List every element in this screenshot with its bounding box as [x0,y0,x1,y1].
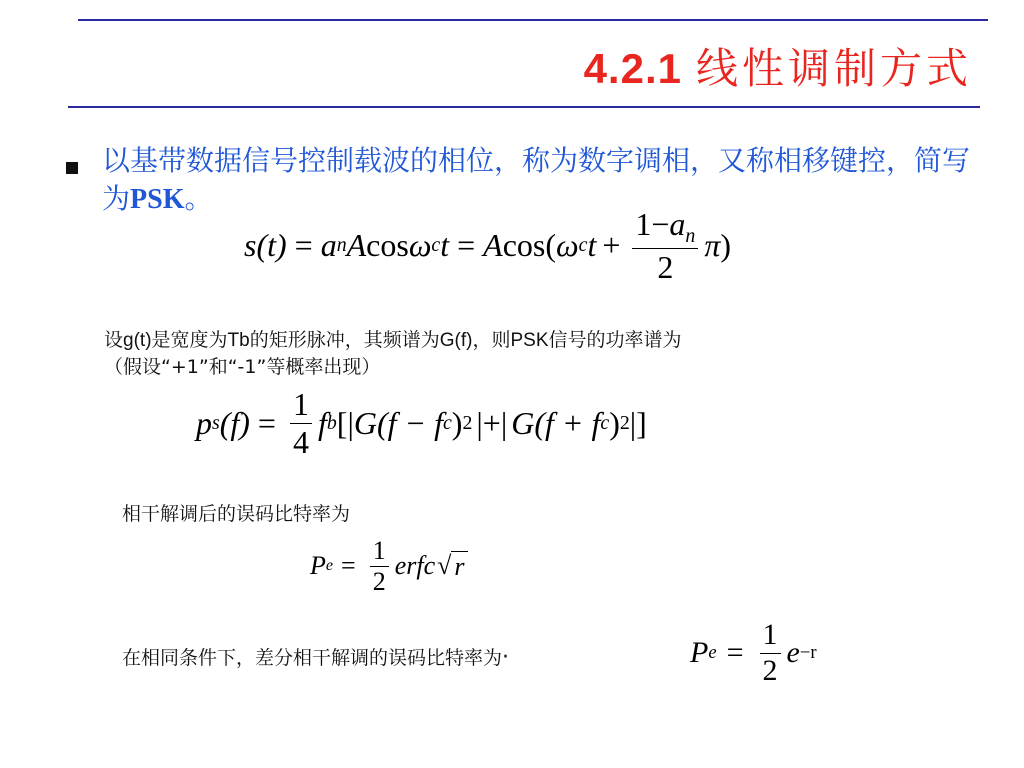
f1-t1: t [440,227,450,264]
f2-f-sub: b [326,411,337,434]
f1-omega1: ω [408,227,432,264]
f2-p: p [196,404,212,441]
f1-omega2-sub: c [578,234,588,257]
f4-frac-den: 2 [762,653,778,687]
title-number: 4.2.1 [583,45,682,92]
f1-t2: t [587,227,597,264]
f2-G1: G [353,404,377,441]
f1-omega2: ω [556,227,579,264]
p1-part: Tb [227,330,250,351]
coherent-ber-label: 相干解调后的误码比特率为 [122,503,351,525]
psk-spectrum-description [104,327,682,380]
bullet-text-suffix: 。 [184,182,213,215]
p3-text: 在相同条件下，差分相干解调的误码比特率为 [122,647,503,669]
title-divider [68,106,980,108]
p1-part: g(t) [123,330,152,351]
f1-close: ) [720,227,732,264]
p1-part: 设 [104,329,124,351]
f4-e-sup: −r [799,642,817,663]
f3-frac-num: 1 [372,536,386,565]
formula-power-spectrum [196,386,647,461]
f1-a: a [320,227,337,264]
f1-a-sub: n [336,234,347,257]
f4-fraction [760,618,781,688]
f3-erfc: erfc [394,551,436,581]
f2-inner2-sub: c [600,411,610,434]
f3-fraction [370,536,389,597]
f2-open: [| [336,404,354,441]
f2-inner1: (f − f [376,404,443,441]
p1-part: 是宽度为 [151,329,228,351]
f1-A2: A [483,227,503,264]
f2-sq1: 2 [462,411,473,434]
f2-inner1-sub: c [442,411,452,434]
formula-coherent-ber [310,536,468,597]
f2-f: f [317,404,327,441]
bullet-abbr: PSK [130,184,185,215]
f2-frac-num: 1 [292,386,309,422]
para1-line2: （假设“+1”和“-1”等概率出现） [104,356,381,378]
f3-r: r [451,551,467,582]
p1-part: PSK [510,330,549,351]
f2-frac-den: 4 [292,423,309,460]
p1-part: ，则 [472,329,511,351]
f1-eq2: = [457,227,476,264]
f2-close2: ) [609,404,620,441]
f1-cos1: cos [366,227,409,264]
top-divider [78,19,988,21]
f3-frac-den: 2 [372,566,386,596]
f2-close1: ) [451,404,463,441]
title-text: 线性调制方式 [695,44,972,93]
f2-G2: G [511,404,535,441]
f4-P-sub: e [708,642,717,663]
f1-omega1-sub: c [431,234,441,257]
f4-frac-num: 1 [762,618,778,651]
f1-A1: A [346,227,367,264]
f4-eq: = [726,636,744,669]
f2-sq2: 2 [619,411,630,434]
f2-inner2: (f + f [534,404,601,441]
f4-e: e [786,636,800,669]
f2-end: |] [629,404,647,441]
f1-plus: + [602,227,621,264]
p1-part: 信号的功率谱为 [548,329,682,351]
f2-p-sub: s [212,411,220,434]
f1-fraction [632,206,698,286]
f2-mid: |+| [476,404,508,441]
f3-P: P [310,551,326,581]
para1-line1 [104,327,682,354]
f1-frac-num-a: a [669,206,686,242]
p1-part: 的矩形脉冲，其频谱为 [249,329,440,351]
f1-lhs: s(t) [244,227,287,264]
f3-radical: √ [437,550,452,580]
f1-cos2: cos( [502,227,557,264]
f1-frac-num-1: 1− [635,206,670,242]
f2-eq: = [257,404,276,441]
differential-ber-label [122,645,509,671]
f1-pi: π [704,227,721,264]
slide-title [584,36,972,96]
f3-P-sub: e [325,557,334,575]
f3-eq: = [341,551,356,581]
f1-frac-num-sub: n [685,224,696,247]
formula-differential-ber [690,618,817,688]
square-bullet-icon [66,162,78,174]
f4-P: P [690,636,709,669]
f3-sqrt [437,551,467,582]
p3-dot: · [502,645,510,670]
f1-frac-den: 2 [657,248,674,285]
f2-arg: (f) [219,404,250,441]
f1-eq1: = [294,227,313,264]
f2-fraction [290,386,312,461]
p1-part: G(f) [439,330,473,351]
bullet-text-main: 以基带数据信号控制载波的相位，称为数字调相，又称相移键控，简写为 [102,144,971,215]
formula-psk-signal [244,206,731,286]
